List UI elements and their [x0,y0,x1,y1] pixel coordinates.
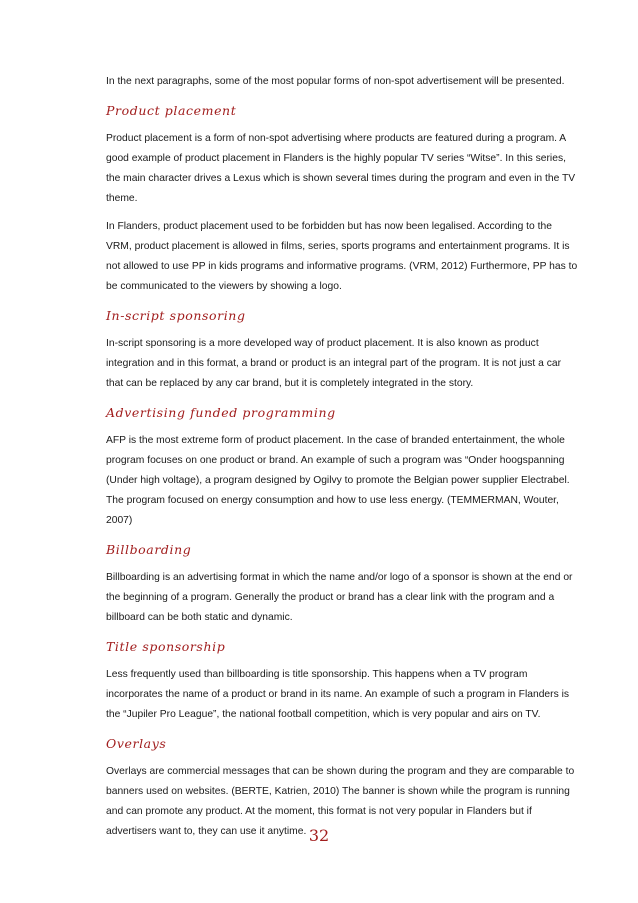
paragraph-title-sponsorship: Less frequently used than billboarding is title sponsorship. This happens when a TV program incorporates the name of a product or brand in its name. An example of such a program in Flanders is the “Jupiler Pro League”, the national football competition, which is very popular and airs on TV. [106,669,570,720]
heading-advertising-funded-programming: Advertising funded programming [106,405,336,420]
paragraph-advertising-funded-programming: AFP is the most extreme form of product placement. In the case of branded entertainment, the whole program focuses on one product or brand. An example of such a program was “Onder hoogspanning (Under high voltage), a program designed by Ogilvy to promote the Belgian power supplier Electrabel. The program focused on energy consumption and how to use less energy. (TEMMERMAN, Wouter, 2007) [106,435,570,526]
heading-billboarding: Billboarding [106,542,192,557]
paragraph-in-script-sponsoring: In-script sponsoring is a more developed way of product placement. It is also known as product integration and in this format, a brand or product is an integral part of the program. It is not just a car that can be replaced by any car brand, but it is completely integrated in the story. [106,338,562,389]
heading-overlays: Overlays [106,736,167,751]
paragraph-product-placement-2: In Flanders, product placement used to be forbidden but has now been legalised. According to the VRM, product placement is allowed in films, series, sports programs and entertainment programs. It is not allowed to use PP in kids programs and informative programs. (VRM, 2012) Furthermore, PP has to be communicated to the viewers by showing a logo. [106,221,578,292]
heading-in-script-sponsoring: In-script sponsoring [106,308,246,323]
paragraph-overlays: Overlays are commercial messages that can be shown during the program and they are comparable to banners used on websites. (BERTE, Katrien, 2010) The banner is shown while the program is running and can promote any product. At the moment, this format is not very popular in Flanders but if advertisers want to, they can use it anytime. [106,766,575,837]
intro-paragraph: In the next paragraphs, some of the most popular forms of non-spot advertisement will be presented. [106,76,565,87]
paragraph-billboarding: Billboarding is an advertising format in which the name and/or logo of a sponsor is shown at the end or the beginning of a program. Generally the product or brand has a clear link with the program and a billboard can be both static and dynamic. [106,572,573,623]
heading-title-sponsorship: Title sponsorship [106,639,226,654]
heading-product-placement: Product placement [106,103,237,118]
document-body [106,72,578,842]
page-number: 32 [308,826,330,845]
paragraph-product-placement-1: Product placement is a form of non-spot advertising where products are featured during a program. A good example of product placement in Flanders is the highly popular TV series “Witse”. In this series, the main character drives a Lexus which is shown several times during the program and even in the TV theme. [106,133,576,204]
